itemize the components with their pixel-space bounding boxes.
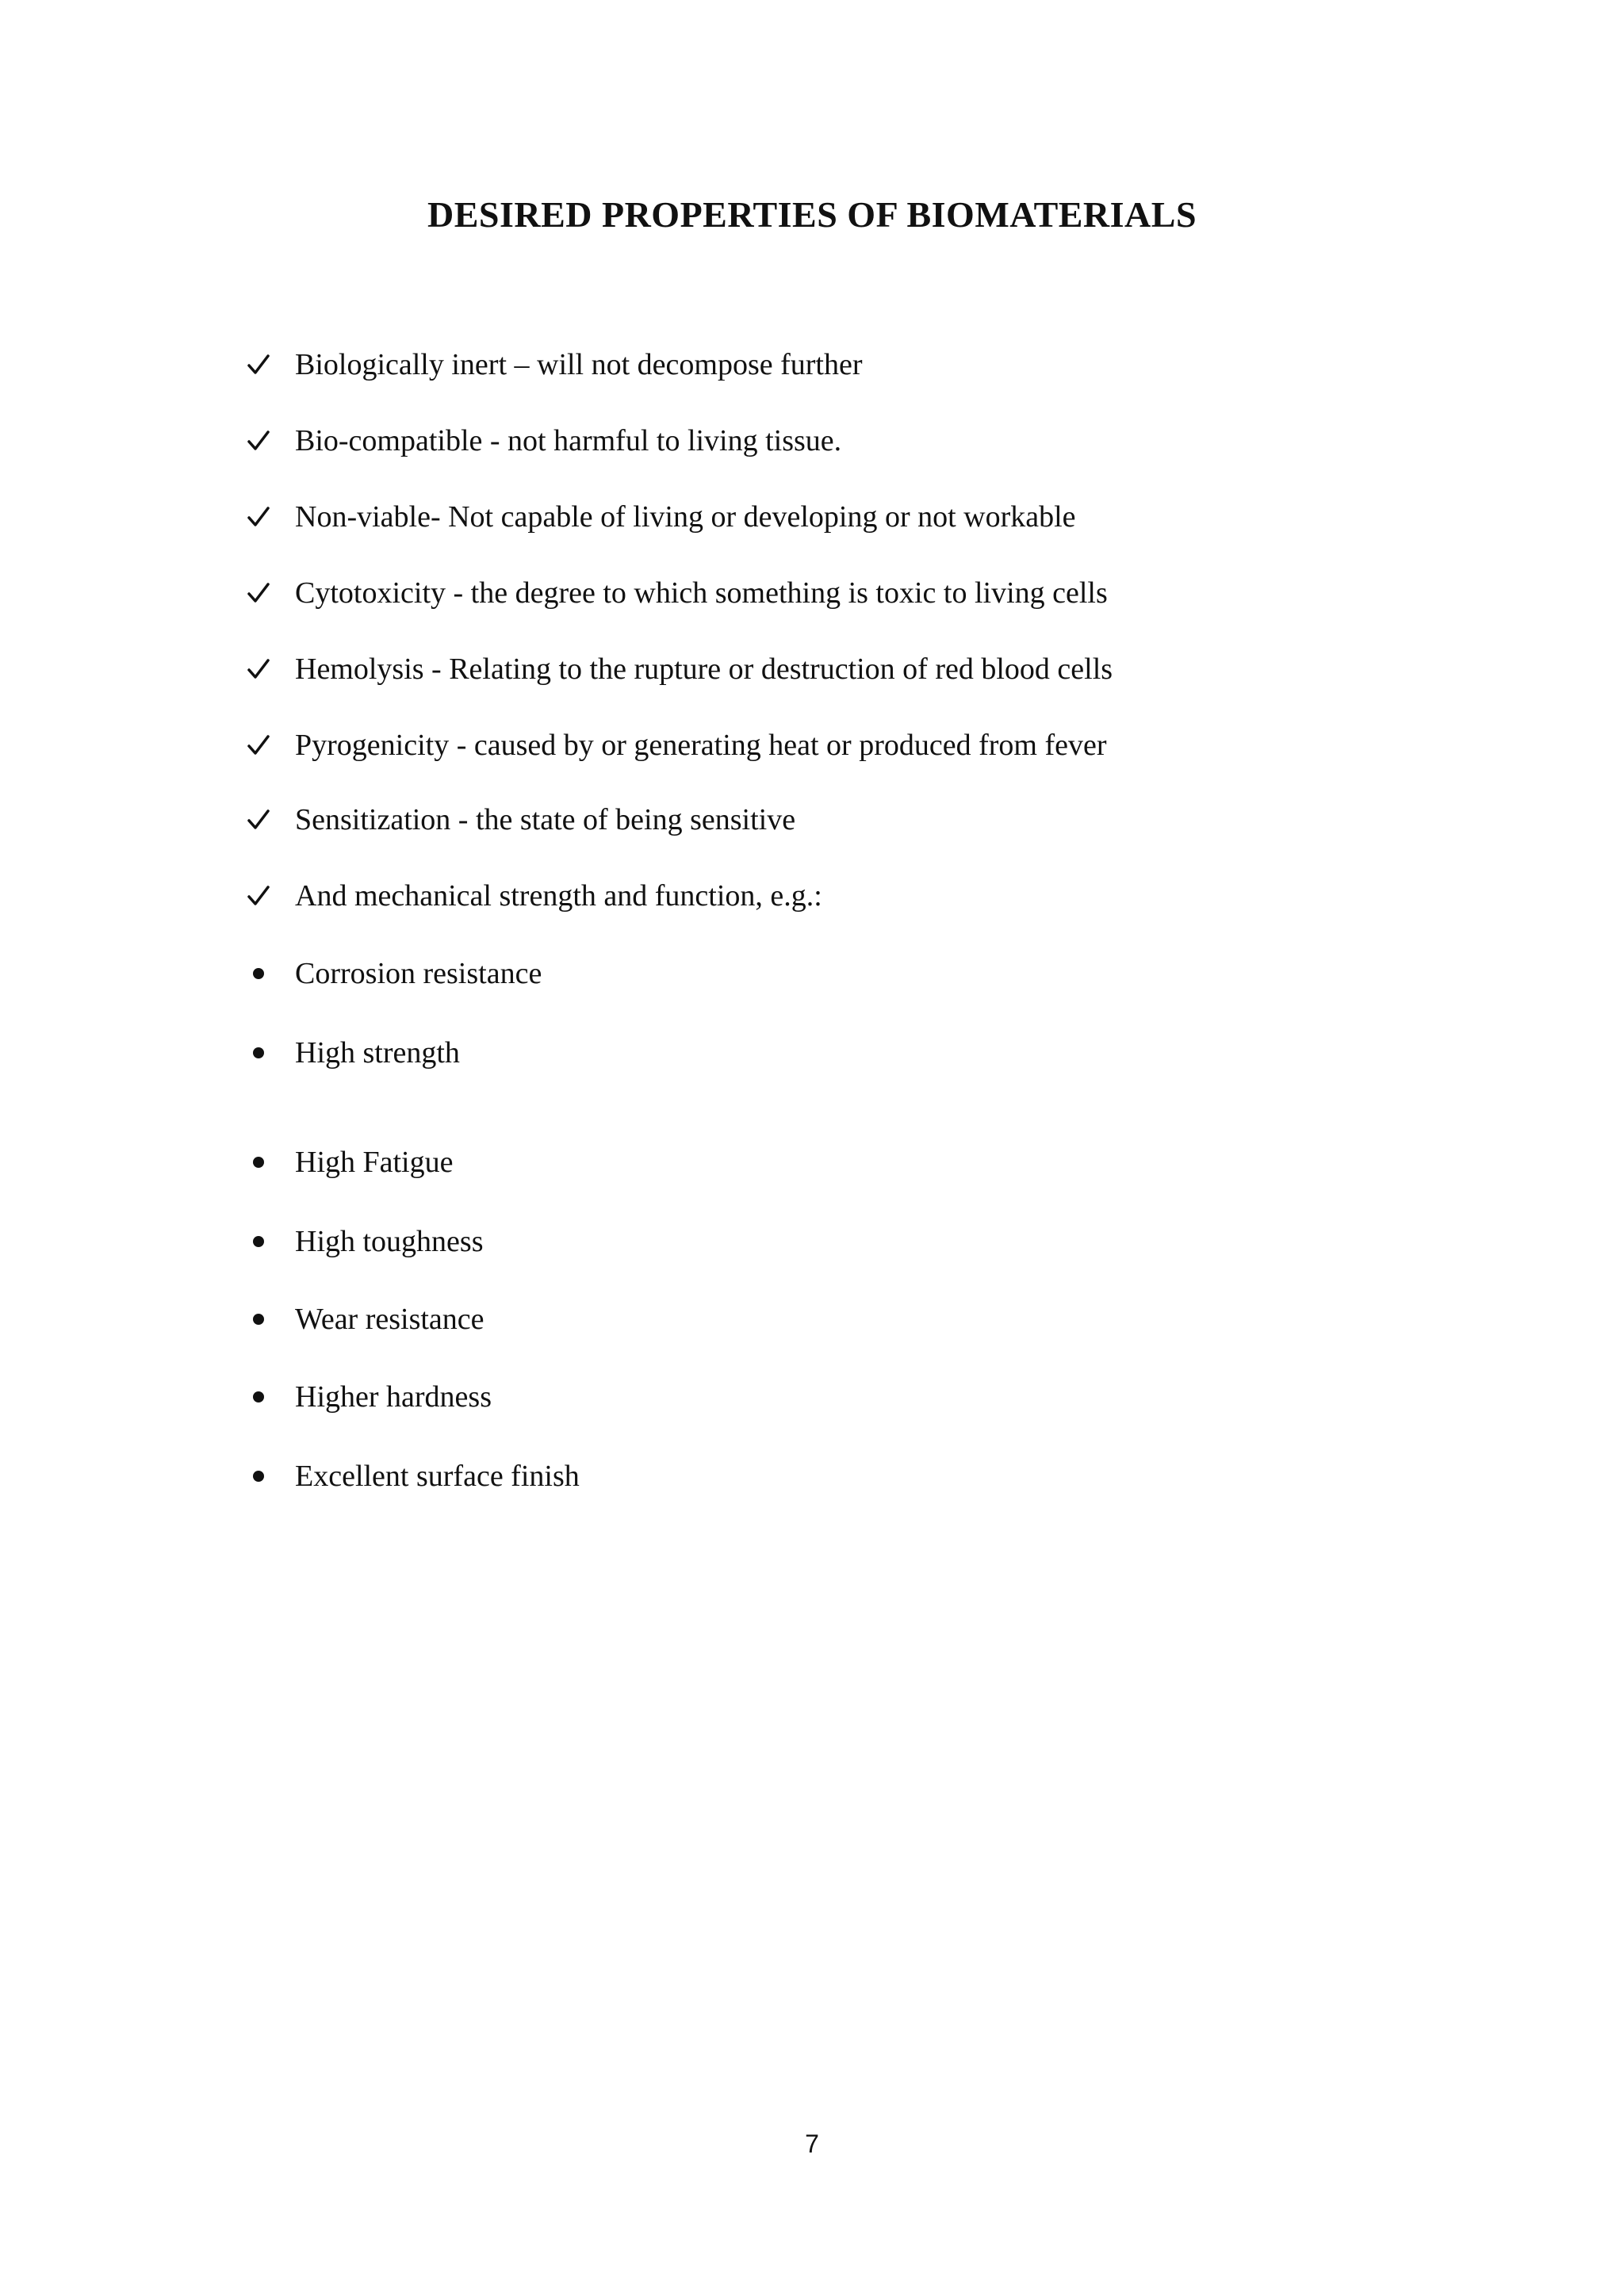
checklist-item-label: Hemolysis - Relating to the rupture or destruction of red blood cells bbox=[295, 652, 1113, 686]
checklist-item bbox=[0, 341, 1624, 388]
checklist-item-label: Bio-compatible - not harmful to living tissue. bbox=[295, 424, 842, 457]
bullet-icon bbox=[243, 1373, 274, 1421]
list-item-label: Excellent surface finish bbox=[295, 1460, 580, 1493]
bullet-icon bbox=[243, 1295, 274, 1343]
checklist-item bbox=[0, 645, 1624, 693]
checklist-item bbox=[0, 569, 1624, 617]
list-item bbox=[0, 950, 1624, 997]
list-item-label: Wear resistance bbox=[295, 1303, 485, 1336]
list-item bbox=[0, 1138, 1624, 1186]
bullet-icon bbox=[243, 1138, 274, 1186]
page-number: 7 bbox=[805, 2130, 819, 2158]
checklist-item-label: And mechanical strength and function, e.g.: bbox=[295, 879, 822, 913]
checklist-item bbox=[0, 417, 1624, 465]
checkmark-icon bbox=[243, 796, 274, 844]
list-item-label: Corrosion resistance bbox=[295, 957, 542, 990]
checkmark-icon bbox=[243, 645, 274, 693]
checklist-item bbox=[0, 493, 1624, 541]
list-item-label: High Fatigue bbox=[295, 1146, 454, 1179]
checklist-item bbox=[0, 796, 1624, 844]
list-item bbox=[0, 1218, 1624, 1265]
checklist-item-label: Pyrogenicity - caused by or generating heat or produced from fever bbox=[295, 729, 1107, 762]
bullet-icon bbox=[243, 1452, 274, 1500]
list-item-label: High strength bbox=[295, 1036, 460, 1070]
checkmark-icon bbox=[243, 341, 274, 388]
checklist-item-label: Non-viable- Not capable of living or developing or not workable bbox=[295, 500, 1076, 534]
checklist-item-label: Cytotoxicity - the degree to which something is toxic to living cells bbox=[295, 576, 1108, 610]
checkmark-icon bbox=[243, 569, 274, 617]
list-item bbox=[0, 1452, 1624, 1500]
list-item bbox=[0, 1373, 1624, 1421]
page-title: DESIRED PROPERTIES OF BIOMATERIALS bbox=[427, 194, 1197, 235]
list-item bbox=[0, 1029, 1624, 1077]
list-item-label: Higher hardness bbox=[295, 1380, 492, 1414]
bullet-icon bbox=[243, 950, 274, 997]
checkmark-icon bbox=[243, 721, 274, 769]
list-item-label: High toughness bbox=[295, 1225, 484, 1258]
checkmark-icon bbox=[243, 872, 274, 920]
checklist-item-label: Sensitization - the state of being sensitive bbox=[295, 803, 796, 836]
checkmark-icon bbox=[243, 493, 274, 541]
bullet-icon bbox=[243, 1029, 274, 1077]
checklist-item bbox=[0, 721, 1624, 769]
checklist-item bbox=[0, 872, 1624, 920]
checklist-item-label: Biologically inert – will not decompose further bbox=[295, 348, 863, 381]
list-item bbox=[0, 1295, 1624, 1343]
bullet-icon bbox=[243, 1218, 274, 1265]
checkmark-icon bbox=[243, 417, 274, 465]
